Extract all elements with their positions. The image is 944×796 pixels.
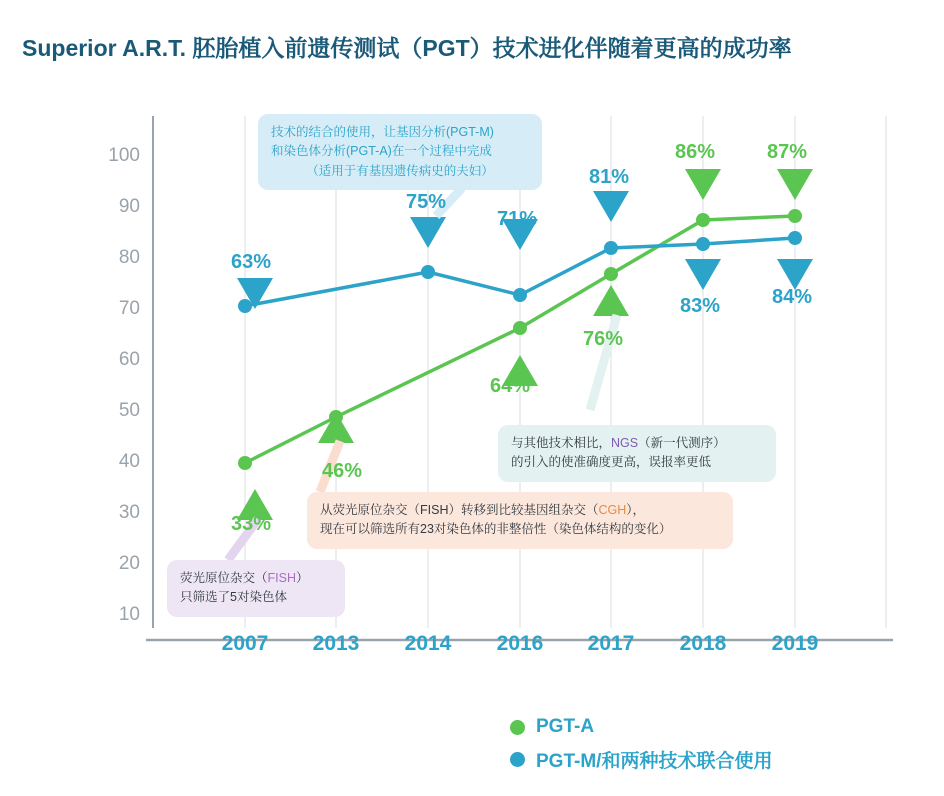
annotation-fish-highlight: FISH <box>267 571 296 585</box>
annotation-combo-line-3: （适用于有基因遗传病史的夫妇） <box>306 163 494 178</box>
legend-dot-pgt-m <box>510 752 525 767</box>
y-tick-100: 100 <box>108 145 140 166</box>
x-tick-2013: 2013 <box>312 632 360 655</box>
data-label-pgt-m-2016: 71% <box>497 208 538 230</box>
x-tick-2017: 2017 <box>587 632 635 655</box>
data-label-pgt-a-2019: 87% <box>767 141 808 163</box>
x-tick-2016: 2016 <box>496 632 544 655</box>
y-tick-50: 50 <box>118 400 140 421</box>
data-label-pgt-a-2016: 64% <box>490 375 531 397</box>
annotation-fish-line-2: 只筛选了5对染色体 <box>180 590 287 605</box>
page-title: Superior A.R.T. 胚胎植入前遗传测试（PGT）技术进化伴随着更高的成功率 <box>22 35 792 61</box>
x-tick-2019: 2019 <box>771 632 819 655</box>
legend-label-pgt-a: PGT-A <box>536 716 595 737</box>
y-tick-20: 20 <box>118 553 140 574</box>
annotation-ngs-line-2: 的引入的使准确度更高，误报率更低 <box>511 455 712 470</box>
y-tick-70: 70 <box>118 298 140 319</box>
data-label-pgt-a-2018: 86% <box>675 141 716 163</box>
y-tick-80: 80 <box>118 247 140 268</box>
annotation-cgh-line-2: 现在可以筛选所有23对染色体的非整倍性（染色体结构的变化） <box>320 522 672 537</box>
annotation-ngs-line-1c: （新一代测序） <box>638 436 726 450</box>
annotation-cgh-line-1a: 从荧光原位杂交（FISH）转移到比较基因组杂交（ <box>320 503 599 517</box>
annotation-combo-line-2: 和染色体分析(PGT-A)在一个过程中完成 <box>271 144 492 159</box>
annotation-fish-note <box>167 560 345 617</box>
data-label-pgt-m-2019: 84% <box>772 286 813 308</box>
annotation-cgh-highlight: CGH <box>598 503 627 517</box>
x-tick-2007: 2007 <box>221 632 269 655</box>
y-tick-10: 10 <box>118 604 140 625</box>
y-tick-60: 60 <box>118 349 140 370</box>
annotation-cgh-note <box>307 492 733 549</box>
legend-item-pgt-m[interactable] <box>510 746 772 773</box>
y-tick-90: 90 <box>118 196 140 217</box>
data-label-pgt-a-2007: 33% <box>231 513 272 535</box>
x-tick-2014: 2014 <box>404 632 452 655</box>
annotation-fish-line-1a: 荧光原位杂交（ <box>180 571 268 585</box>
legend-label-pgt-m: PGT-M/和两种技术联合使用 <box>536 751 773 772</box>
legend-dot-pgt-a <box>510 720 525 735</box>
annotation-fish-line-1c: ） <box>296 571 309 585</box>
legend-item-pgt-a[interactable] <box>510 716 772 738</box>
data-label-pgt-m-2014: 75% <box>406 191 447 213</box>
annotation-ngs-note <box>498 425 776 482</box>
annotation-cgh-line-1c: ）， <box>626 503 646 517</box>
annotation-ngs-line-1a: 与其他技术相比， <box>511 436 612 450</box>
x-tick-2018: 2018 <box>679 632 727 655</box>
y-tick-30: 30 <box>118 502 140 523</box>
data-label-pgt-a-2013: 46% <box>322 460 363 482</box>
y-tick-40: 40 <box>118 451 140 472</box>
chart-legend <box>510 716 772 781</box>
annotation-combo-line-1: 技术的结合的使用，让基因分析(PGT-M) <box>271 125 494 139</box>
data-label-pgt-m-2018: 83% <box>680 295 721 317</box>
data-label-pgt-m-2007: 63% <box>231 251 272 273</box>
annotation-ngs-highlight: NGS <box>611 436 639 450</box>
data-label-pgt-a-2017: 76% <box>583 328 624 350</box>
data-label-pgt-m-2017: 81% <box>589 166 630 188</box>
annotation-combo-note <box>258 114 542 190</box>
